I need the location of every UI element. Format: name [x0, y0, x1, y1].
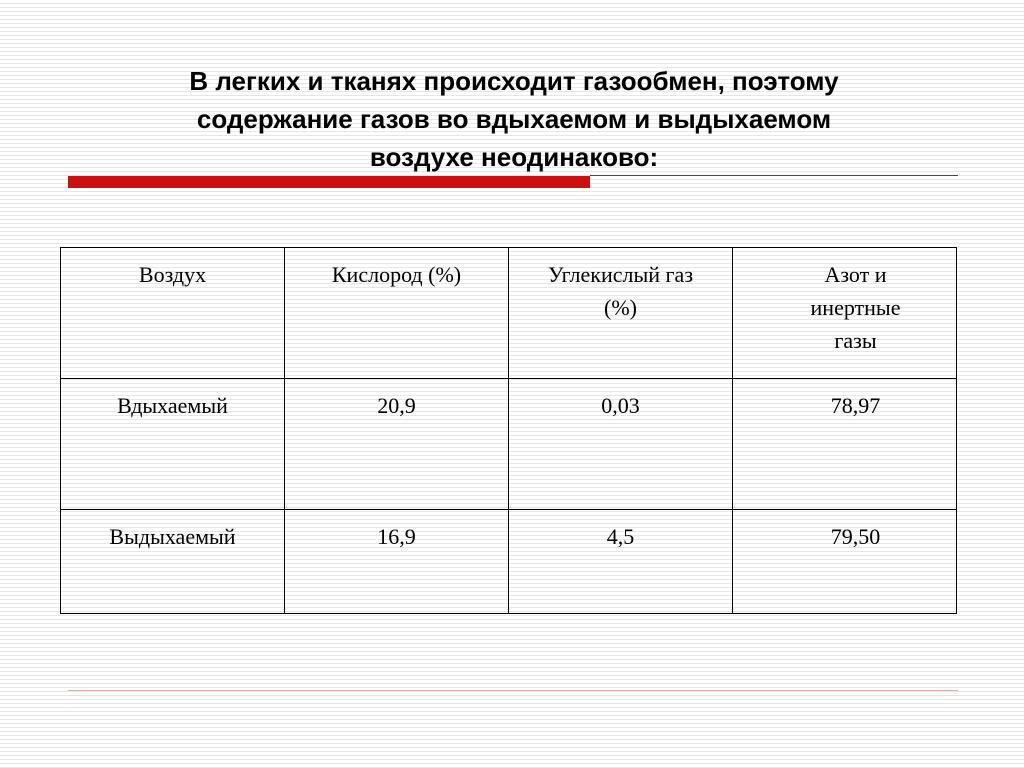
- gas-composition-table: [60, 247, 957, 614]
- cell-nitrogen: 78,97: [733, 379, 957, 510]
- slide-title: В легких и тканях происходит газообмен, поэтому содержание газов во вдыхаемом и выдыхаемом воздухе неодинаково:: [189, 66, 839, 172]
- header-co2: Углекислый газ (%): [509, 248, 733, 379]
- cell-air: Выдыхаемый: [61, 510, 285, 614]
- header-nitrogen: Азот и инертные газы: [733, 248, 957, 379]
- title-accent-bar: [68, 176, 590, 188]
- header-air: Воздух: [61, 248, 285, 379]
- table-row: [61, 510, 957, 614]
- cell-air: Вдыхаемый: [61, 379, 285, 510]
- footer-divider: [68, 690, 958, 691]
- cell-oxygen: 20,9: [285, 379, 509, 510]
- table-row: [61, 379, 957, 510]
- cell-nitrogen: 79,50: [733, 510, 957, 614]
- table-header-row: [61, 248, 957, 379]
- cell-oxygen: 16,9: [285, 510, 509, 614]
- title-accent-line: [590, 175, 958, 176]
- header-oxygen: Кислород (%): [285, 248, 509, 379]
- cell-co2: 4,5: [509, 510, 733, 614]
- cell-co2: 0,03: [509, 379, 733, 510]
